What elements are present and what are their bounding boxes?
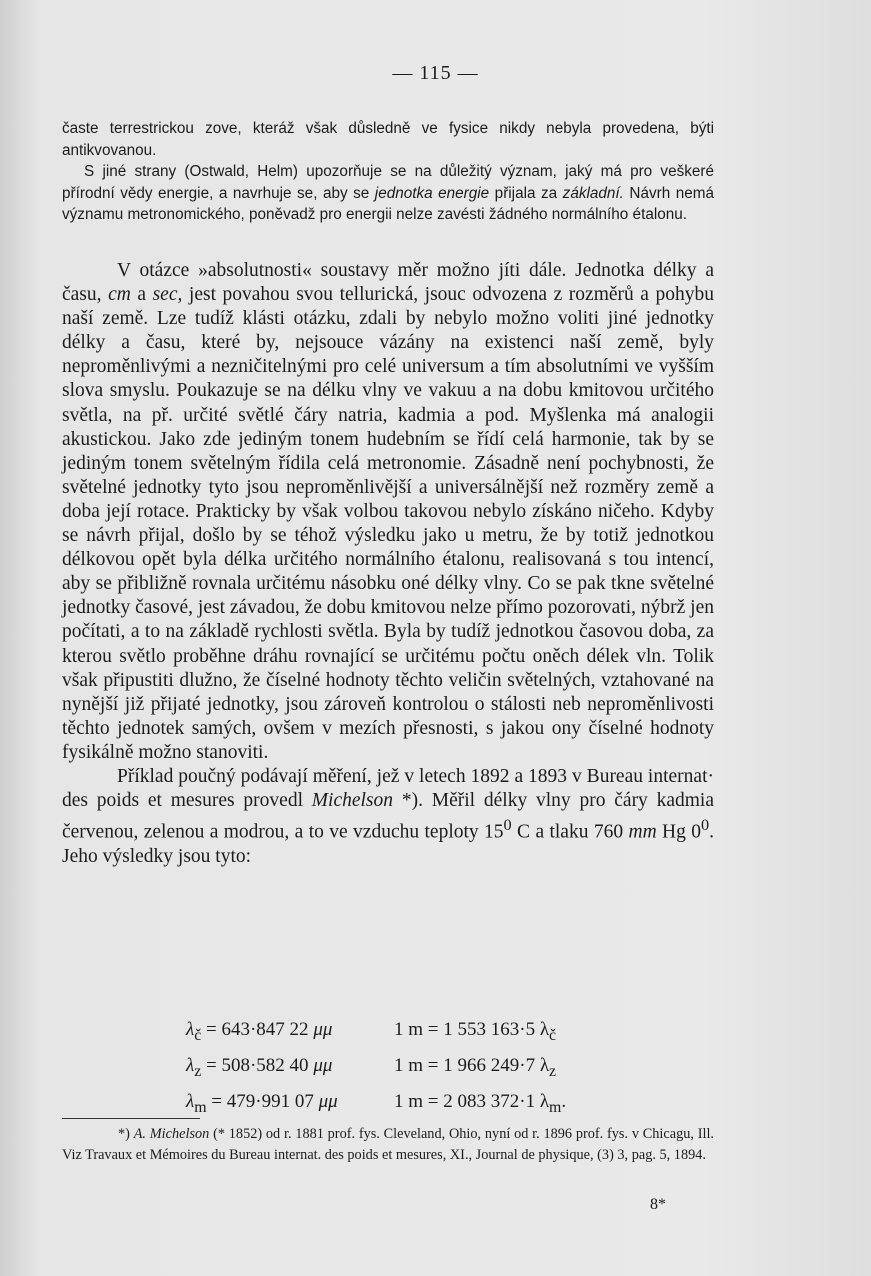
term-jednotka-energie: jednotka energie: [374, 184, 490, 202]
page-number: — 115 —: [392, 62, 479, 84]
name-michelson: Michelson: [311, 790, 394, 812]
main-paragraph-2: Příklad poučný podávají měření, jež v letech 1892 a 1893 v Bureau internat· des poids et mesures provedl Michelson *). Měřil délky vlny pro čáry kadmia červenou, zelenou a modrou, a to ve vzduchu teploty $15^0$ C a tlaku 760 mm Hg $0^0$. Jeho výsledky jsou tyto:: [62, 765, 715, 867]
signature-mark: 8*: [650, 1196, 666, 1213]
main-text-section: [62, 259, 714, 869]
equation-row-red: $\lambda_č = 643\cdot 847$ 22 μμ 1 m = 1 553 163·5 $\lambda_č$: [186, 1019, 557, 1044]
equation-row-blue: $\lambda_m = 479\cdot 991$ 07 μμ 1 m = 2 083 372·1 $\lambda_m$.: [186, 1090, 567, 1116]
term-zakladni: základní.: [562, 184, 624, 202]
unit-sec: sec,: [152, 284, 183, 306]
unit-mm: mm: [628, 821, 657, 843]
equation-row-green: $\lambda_z = 508\cdot 582$ 40 μμ 1 m = 1 966 249·7 $\lambda_z$: [186, 1054, 557, 1080]
footnote-divider: [62, 1118, 200, 1119]
small-paragraph-1: časte terrestrickou zove, kteráž však důsledně ve fysice nikdy nebyla provedena, býti antikvovanou.: [62, 120, 714, 159]
main-paragraph-1: V otázce »absolutnosti« soustavy měr možno jíti dále. Jednotka délky a času, cm a sec, jest povahou svou tellurická, jsouc odvozena z rozměrů a pohybu naší země. Lze tudíž klásti otázku, zdali by nebylo možno voliti jiné jednotky délky a času, které by, nejsouce vázány na existenci naší země, byly neproměnlivými a nezničitelnými pro celé universum a tím absolutními ve vyšším slova smyslu. Poukazuje se na délku vlny ve vakuu a na dobu kmitovou určitého světla, na př. určité světlé čáry natria, kadmia a pod. Myšlenka má analogii akustickou. Jako zde jediným tonem hudebním se řídí celá harmonie, tak by se jediným tonem světelným řídila celá metronomie. Zásadně není pochybnosti, že světelné jednotky tyto jsou neproměnlivější a universálnější než rozměry země a doba její rotace. Prakticky by však volbou takovou nebylo získáno ničeho. Kdyby se návrh přijal, došlo by se téhož výsledku jako u metru, že by totiž jednotkou délkovou opět byla délka určitého normálního étalonu, realisovaná s tou intencí, aby se přibližně rovnala určitému násobku oné délky vlny. Co se pak tkne světelné jednotky časové, jest závadou, že dobu kmitovou nelze přímo pozorovati, nýbrž jen počítati, a to na základě rychlosti světla. Byla by tudíž jednotkou časovou doba, za kterou světlo proběhne dráhu rovnající se určitému počtu oněch délek vln. Tolik však připustiti dlužno, že číselné hodnoty těchto veličin světelných, vztahované na nynější již přijaté jednotky, jsou zároveň kontrolou o stálosti neb neproměnlivosti těchto jednotek samých, ovšem v mezích přesnosti, s jakou ony číselné hodnoty fysikálně možno stanoviti.: [62, 260, 715, 763]
wavelength-equations: [186, 1015, 654, 1122]
unit-cm: cm: [108, 284, 131, 306]
small-print-section: [62, 118, 714, 226]
footnote-name: A. Michelson: [133, 1126, 210, 1142]
small-paragraph-2: S jiné strany (Ostwald, Helm) upozorňuje se na důležitý význam, jaký má pro veškeré přírodní vědy energie, a navrhuje se, aby se jednotka energie přijala za základní. Návrh nemá významu metronomického, poněvadž pro energii nelze zavésti žádného normálního étalonu.: [62, 163, 714, 223]
footnote: *) A. Michelson (* 1852) od r. 1881 prof. fys. Cleveland, Ohio, nyní od r. 1896 prof. fys. v Chicagu, Ill. Viz Travaux et Mémoires du Bureau internat. des poids et mesures, XI., Journal de physique, (3) 3, pag. 5, 1894.: [62, 1126, 715, 1163]
